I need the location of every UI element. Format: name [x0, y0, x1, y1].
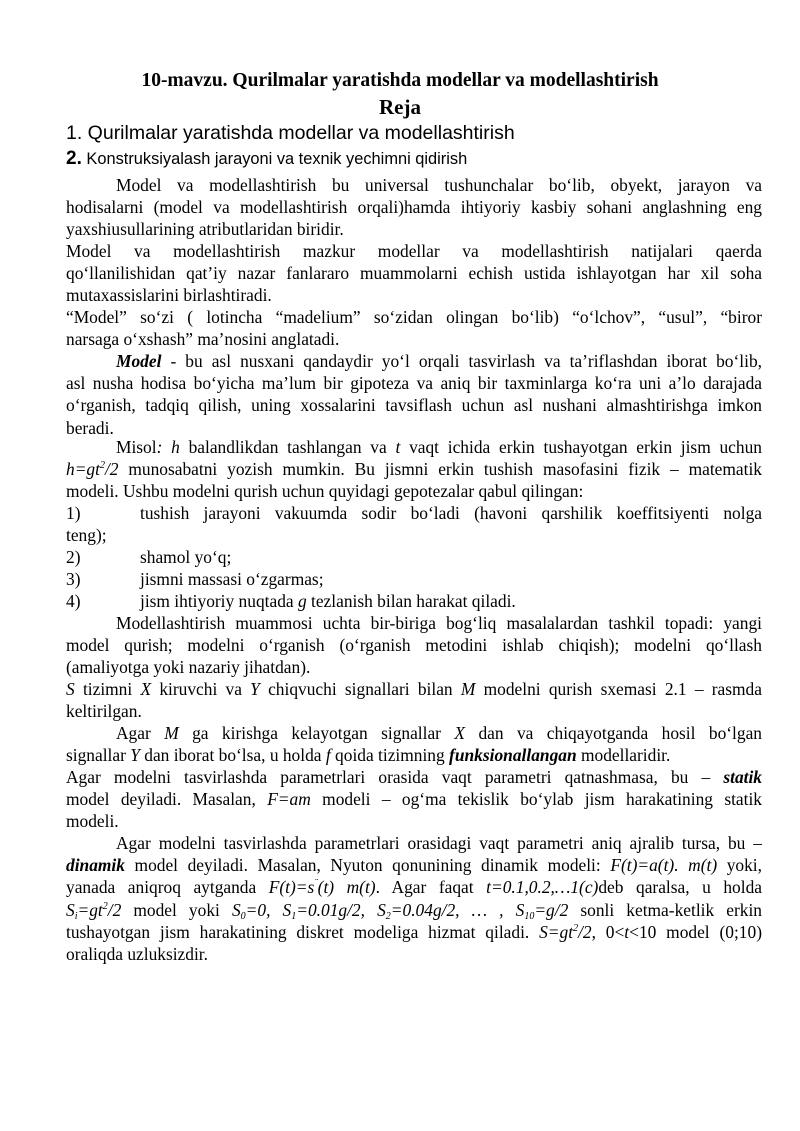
paragraph-interdisciplinary	[66, 240, 762, 307]
text-line: o‘rganish, tadqiq qilish, uning xossalarini tavsiflash uchun asl nushani almashtirishga imkon	[66, 395, 762, 416]
text-span: modelni qurish sxemasi 2.1 – rasmda	[475, 679, 762, 699]
text-line	[66, 854, 762, 876]
text-span: model deyiladi. Masalan, Nyuton qonunining dinamik modeli:	[124, 855, 611, 876]
text-span: F(t)=s	[268, 877, 315, 898]
plan-item-2	[66, 148, 467, 170]
formula-sequence	[232, 900, 568, 920]
text-span: /2	[578, 921, 592, 942]
text-span: :	[156, 437, 163, 457]
term-functional: funksionallangan	[449, 745, 577, 766]
text-span: /2	[107, 899, 122, 920]
page-title: 10-mavzu. Qurilmalar yaratishda modellar va modellashtirish	[141, 70, 659, 91]
formula-f-am: F=am	[267, 789, 311, 810]
text-span: Agar modelni tasvirlashda parametrlari orasida vaqt parametri qatnashmasa, bu –	[66, 767, 724, 787]
text-span: S	[515, 899, 525, 920]
text-span: tezlanish bilan harakat qiladi.	[306, 591, 516, 611]
text-line	[66, 876, 762, 898]
text-span: /2	[104, 459, 119, 480]
term-model: Model	[116, 351, 162, 371]
text-span: vaqt ichida erkin tushayotgan erkin jism uchun	[400, 437, 762, 457]
paragraph-example	[66, 436, 762, 503]
text-line: (amaliyotga yoki nazariy jihatdan).	[66, 657, 311, 678]
text-span: dan va chiqayotganda hosil bo‘lgan	[465, 723, 762, 743]
text-line: hodisalarni (model va modellashtirish orqali)hamda ihtiyoriy kasbiy sohani anglashning eng	[66, 197, 762, 218]
formula-continuous	[539, 922, 592, 942]
paragraph-functional-model	[66, 722, 762, 766]
text-line	[66, 722, 762, 744]
text-line: Model va modellashtirish mazkur modellar va modellashtirish natijalari qaerda	[66, 241, 762, 261]
formula-newton-precise	[269, 877, 376, 897]
text-line: oraliqda uzluksizdir.	[66, 943, 208, 964]
plan-item-2-number: 2.	[66, 148, 82, 169]
text-span: sonli ketma-ketlik erkin	[568, 899, 762, 920]
text-line: narsaga o‘xshash” ma’nosini anglatadi.	[66, 329, 340, 350]
variable-M: M	[460, 679, 476, 699]
text-span: (t) m(t)	[317, 877, 376, 898]
paragraph-model-definition	[66, 350, 762, 439]
list-number: 3)	[66, 569, 81, 589]
plan-item-1: 1. Qurilmalar yaratishda modellar va modellashtirish	[66, 122, 515, 144]
paragraph-etymology	[66, 306, 762, 350]
formula-newton: F(t)=a(t). m(t)	[610, 855, 718, 876]
subscript: 2	[385, 910, 391, 922]
text-line: qo‘llanilishidan qat’iy nazar fanlararo muammolarni echish ustida ishlayotgan har xil soha	[66, 263, 762, 284]
text-span: tizimni	[74, 679, 141, 699]
text-span: S=gt	[539, 921, 574, 942]
text-line: modeli.	[66, 811, 119, 832]
text-line	[66, 921, 762, 943]
text-span: tushayotgan jism harakatining diskret modeliga hizmat qiladi.	[66, 921, 540, 942]
text-span: - bu asl nusxani qandaydir yo‘l orqali tasvirlash va ta’riflashdan iborat bo‘lib,	[161, 351, 762, 371]
variable-X: X	[454, 723, 466, 743]
text-line: yaxshiusullarining atributlaridan biridir.	[66, 219, 344, 240]
subscript: i	[74, 910, 78, 922]
variable-t: t	[395, 437, 401, 457]
text-span: <10 model (0;10)	[629, 921, 762, 942]
text-span: balandlikdan tashlangan va	[179, 437, 396, 457]
variable-Y: Y	[130, 745, 140, 766]
text-line	[66, 788, 762, 810]
text-line: mutaxassislarini birlashtiradi.	[66, 285, 272, 306]
text-span: =g/2	[534, 899, 569, 920]
text-span: . Agar faqat	[375, 877, 487, 898]
list-text: shamol yo‘q;	[140, 547, 232, 567]
superscript: 2	[573, 922, 579, 934]
subscript: 10	[524, 910, 535, 922]
superscript: 2	[102, 900, 108, 912]
text-span: h=gt	[66, 459, 100, 480]
list-text: teng);	[66, 525, 107, 545]
text-span: signallar	[66, 745, 131, 766]
subscript: 0	[240, 910, 246, 922]
text-span: model deyiladi. Masalan,	[66, 789, 268, 810]
text-line	[66, 458, 762, 480]
text-line	[66, 744, 762, 766]
text-line: “Model” so‘zi ( lotincha “madelium” so‘zidan olingan bo‘lib) “o‘lchov”, “usul”, “biror	[66, 307, 762, 327]
variable-g: g	[297, 591, 307, 611]
variable-h: h	[162, 437, 180, 457]
text-span: Misol	[116, 437, 157, 457]
paragraph-modelling-problem	[66, 612, 762, 679]
text-span: kiruvchi va	[151, 679, 251, 699]
text-span: yoki,	[717, 855, 762, 876]
list-text	[140, 590, 516, 612]
text-span: S	[282, 899, 292, 920]
paragraph-static-model	[66, 766, 762, 833]
formula-time-steps: t=0.1,0.2,…1(c)	[486, 877, 599, 898]
text-line: model qurish; modelni o‘rganish (o‘rganish metodini ishlab chiqish); modelni qo‘llash	[66, 635, 762, 656]
formula-fall-height	[66, 459, 119, 479]
paragraph-model-intro	[66, 174, 762, 241]
text-span: modellaridir.	[576, 745, 671, 766]
term-static: statik	[723, 767, 762, 787]
text-line: asl nusha hodisa bo‘yicha ma’lum bir gipoteza va aniq bir taxminlarga ko‘ra uni a’lo darajada	[66, 373, 762, 394]
text-span: Agar	[116, 723, 165, 743]
plan-heading: Reja	[379, 95, 421, 119]
text-span: =0.04g/2, … ,	[390, 899, 516, 920]
text-span: dan iborat bo‘lsa, u holda	[139, 745, 326, 766]
text-line: Model va modellashtirish bu universal tushunchalar bo‘lib, obyekt, jarayon va	[116, 175, 762, 195]
text-span: , 0<	[591, 921, 625, 942]
superscript: ¨	[314, 878, 318, 890]
text-span: =gt	[77, 899, 103, 920]
variable-M: M	[164, 723, 179, 743]
text-span: deb qaralsa, u holda	[598, 877, 762, 898]
list-number: 4)	[66, 591, 81, 611]
text-span: S	[231, 899, 241, 920]
plan-item-2-text: Konstruksiyalash jarayoni va texnik yechimni qidirish	[81, 150, 468, 168]
text-span: chiqvuchi signallari bilan	[259, 679, 461, 699]
text-line: Agar modelni tasvirlashda parametrlari orasidagi vaqt parametri aniq ajralib tursa, bu –	[116, 833, 762, 853]
text-span: S	[377, 899, 386, 920]
variable-t: t	[624, 921, 630, 942]
text-line: beradi.	[66, 417, 114, 438]
variable-Y: Y	[250, 679, 260, 699]
text-line: keltirilgan.	[66, 701, 142, 722]
list-number: 2)	[66, 547, 81, 567]
text-span: jism ihtiyoriy nuqtada	[140, 591, 298, 611]
text-span: yanada aniqroq aytganda	[66, 877, 269, 898]
list-number: 1)	[66, 503, 81, 523]
text-line	[66, 899, 762, 921]
variable-f: f	[325, 745, 331, 766]
text-line	[66, 766, 762, 788]
formula-si	[66, 900, 121, 920]
list-text: tushish jarayoni vakuumda sodir bo‘ladi (havoni qarshilik koeffitsiyenti nolga	[140, 503, 762, 523]
term-dynamic: dinamik	[66, 855, 125, 876]
text-span: model yoki	[121, 899, 232, 920]
text-span: modeli – og‘ma tekislik bo‘ylab jism harakatining statik	[310, 789, 762, 810]
superscript: 2	[99, 460, 105, 472]
text-span: =0.01g/2,	[296, 899, 378, 920]
text-line: modeli. Ushbu modelni qurish uchun quyidagi gepotezalar qabul qilingan:	[66, 481, 584, 502]
paragraph-dynamic-model	[66, 832, 762, 965]
text-span: ga kirishga kelayotgan signallar	[178, 723, 455, 743]
variable-X: X	[140, 679, 152, 699]
text-span: =0,	[245, 899, 283, 920]
text-line	[66, 436, 762, 458]
subscript: 1	[291, 910, 297, 922]
text-line: Modellashtirish muammosi uchta bir-biriga bog‘liq masalalardan tashkil topadi: yangi	[116, 613, 762, 633]
paragraph-system-scheme	[66, 678, 762, 722]
variable-S: S	[66, 679, 75, 699]
text-span: S	[66, 899, 75, 920]
text-line	[66, 678, 762, 700]
text-span: qoida tizimning	[330, 745, 450, 766]
list-text: jismni massasi o‘zgarmas;	[140, 569, 324, 589]
text-span: munosabatni yozish mumkin. Bu jismni erkin tushish masofasini fizik – matematik	[118, 459, 762, 480]
text-line	[66, 350, 762, 372]
